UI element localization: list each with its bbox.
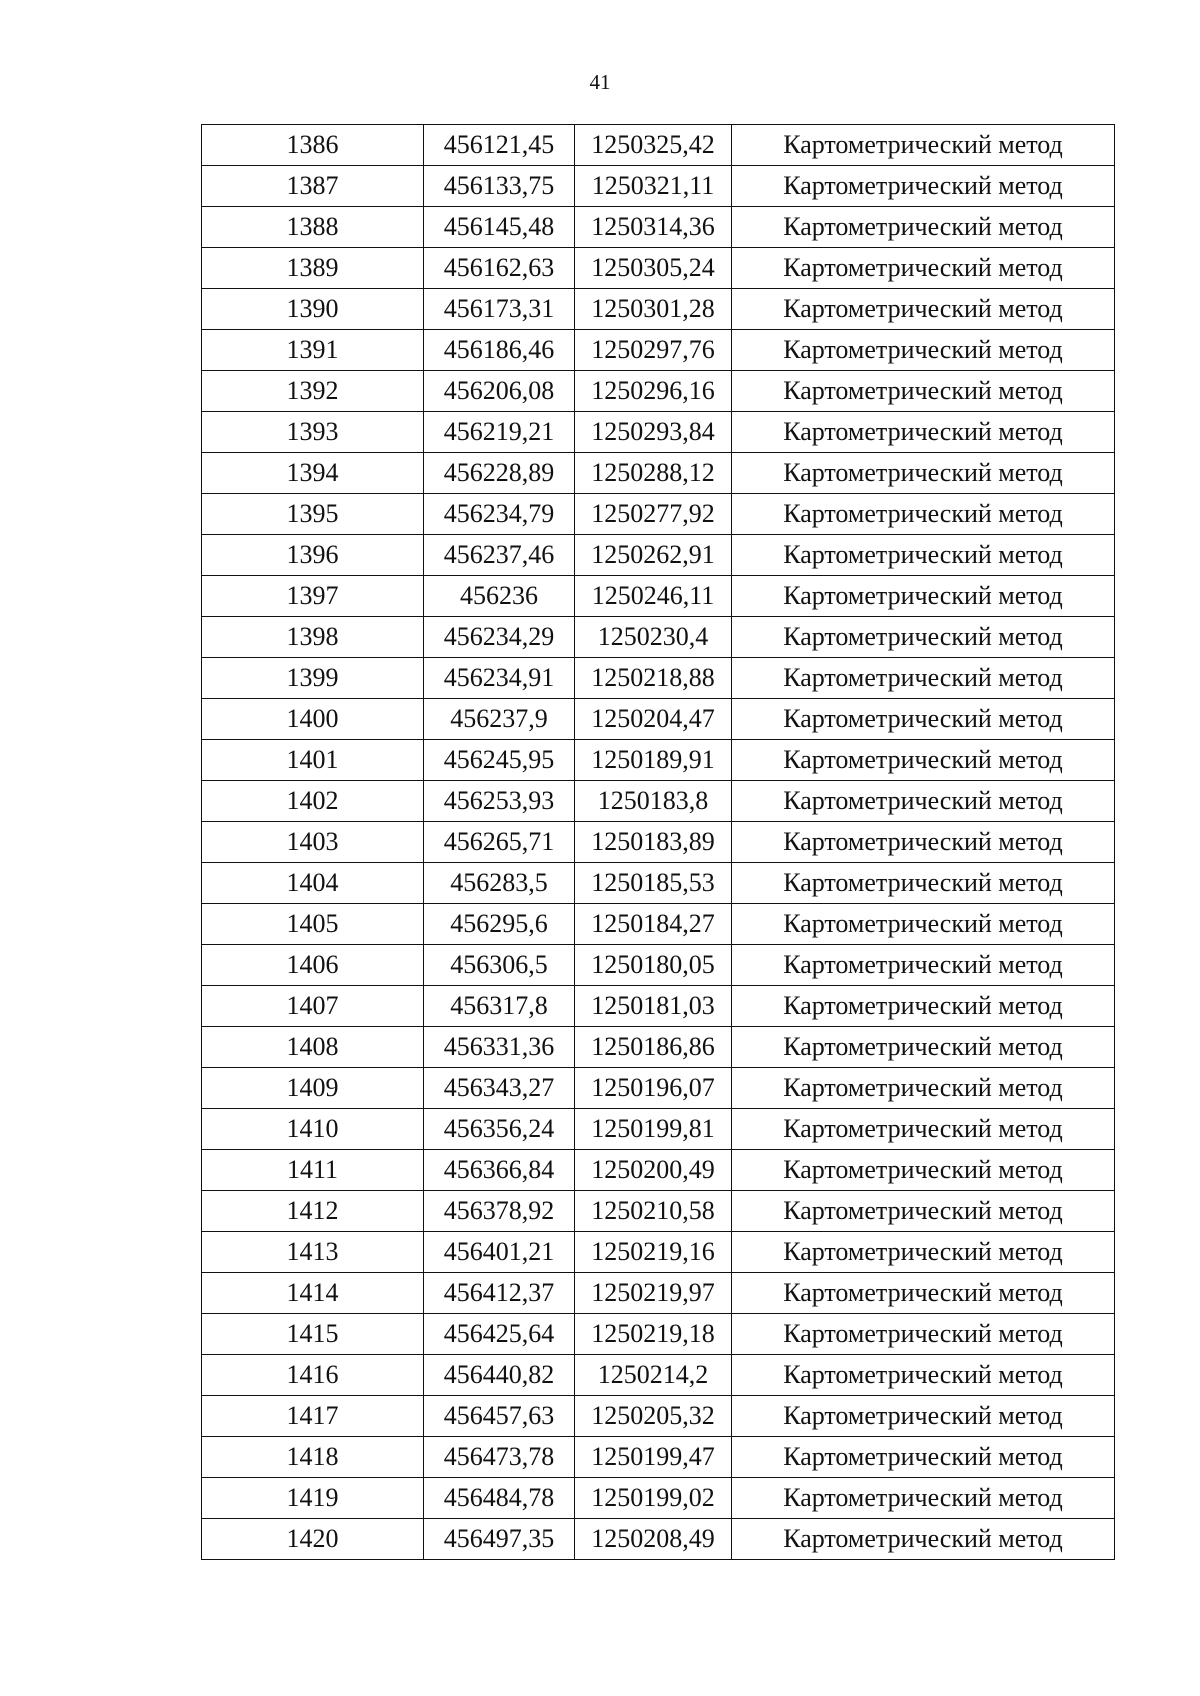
method-cell: Картометрический метод [732,1191,1115,1232]
x-coordinate-cell: 456412,37 [424,1273,575,1314]
method-cell: Картометрический метод [732,248,1115,289]
x-coordinate-cell: 456234,91 [424,658,575,699]
point-number-cell: 1395 [202,494,424,535]
table-row [202,904,1115,945]
table-row [202,1519,1115,1560]
table-row [202,1273,1115,1314]
point-number-cell: 1396 [202,535,424,576]
method-cell: Картометрический метод [732,1314,1115,1355]
x-coordinate-cell: 456265,71 [424,822,575,863]
point-number-cell: 1401 [202,740,424,781]
coordinates-table [201,124,1115,1560]
table-row [202,986,1115,1027]
point-number-cell: 1416 [202,1355,424,1396]
x-coordinate-cell: 456343,27 [424,1068,575,1109]
x-coordinate-cell: 456234,29 [424,617,575,658]
y-coordinate-cell: 1250205,32 [575,1396,732,1437]
y-coordinate-cell: 1250199,47 [575,1437,732,1478]
table-row [202,1478,1115,1519]
y-coordinate-cell: 1250325,42 [575,125,732,166]
x-coordinate-cell: 456186,46 [424,330,575,371]
method-cell: Картометрический метод [732,289,1115,330]
y-coordinate-cell: 1250180,05 [575,945,732,986]
table-row [202,1027,1115,1068]
y-coordinate-cell: 1250200,49 [575,1150,732,1191]
point-number-cell: 1402 [202,781,424,822]
y-coordinate-cell: 1250183,89 [575,822,732,863]
point-number-cell: 1404 [202,863,424,904]
table-row [202,248,1115,289]
method-cell: Картометрический метод [732,166,1115,207]
method-cell: Картометрический метод [732,1519,1115,1560]
method-cell: Картометрический метод [732,822,1115,863]
method-cell: Картометрический метод [732,1355,1115,1396]
x-coordinate-cell: 456497,35 [424,1519,575,1560]
method-cell: Картометрический метод [732,740,1115,781]
table-row [202,699,1115,740]
y-coordinate-cell: 1250189,91 [575,740,732,781]
point-number-cell: 1397 [202,576,424,617]
point-number-cell: 1410 [202,1109,424,1150]
table-row [202,1396,1115,1437]
method-cell: Картометрический метод [732,986,1115,1027]
table-row [202,1191,1115,1232]
x-coordinate-cell: 456440,82 [424,1355,575,1396]
method-cell: Картометрический метод [732,1396,1115,1437]
x-coordinate-cell: 456253,93 [424,781,575,822]
y-coordinate-cell: 1250218,88 [575,658,732,699]
x-coordinate-cell: 456173,31 [424,289,575,330]
x-coordinate-cell: 456484,78 [424,1478,575,1519]
point-number-cell: 1392 [202,371,424,412]
table-row [202,1437,1115,1478]
point-number-cell: 1408 [202,1027,424,1068]
point-number-cell: 1386 [202,125,424,166]
point-number-cell: 1414 [202,1273,424,1314]
point-number-cell: 1411 [202,1150,424,1191]
x-coordinate-cell: 456378,92 [424,1191,575,1232]
table-row [202,125,1115,166]
table-row [202,1314,1115,1355]
table-row [202,371,1115,412]
point-number-cell: 1399 [202,658,424,699]
point-number-cell: 1403 [202,822,424,863]
method-cell: Картометрический метод [732,904,1115,945]
method-cell: Картометрический метод [732,207,1115,248]
table-row [202,1109,1115,1150]
method-cell: Картометрический метод [732,412,1115,453]
y-coordinate-cell: 1250246,11 [575,576,732,617]
x-coordinate-cell: 456145,48 [424,207,575,248]
method-cell: Картометрический метод [732,945,1115,986]
y-coordinate-cell: 1250219,16 [575,1232,732,1273]
x-coordinate-cell: 456283,5 [424,863,575,904]
method-cell: Картометрический метод [732,1437,1115,1478]
point-number-cell: 1420 [202,1519,424,1560]
method-cell: Картометрический метод [732,1027,1115,1068]
x-coordinate-cell: 456133,75 [424,166,575,207]
x-coordinate-cell: 456401,21 [424,1232,575,1273]
coordinates-table-body [202,125,1115,1560]
table-row [202,617,1115,658]
x-coordinate-cell: 456425,64 [424,1314,575,1355]
y-coordinate-cell: 1250196,07 [575,1068,732,1109]
method-cell: Картометрический метод [732,494,1115,535]
table-row [202,453,1115,494]
y-coordinate-cell: 1250297,76 [575,330,732,371]
method-cell: Картометрический метод [732,576,1115,617]
point-number-cell: 1391 [202,330,424,371]
y-coordinate-cell: 1250262,91 [575,535,732,576]
method-cell: Картометрический метод [732,125,1115,166]
point-number-cell: 1413 [202,1232,424,1273]
y-coordinate-cell: 1250210,58 [575,1191,732,1232]
table-row [202,945,1115,986]
method-cell: Картометрический метод [732,863,1115,904]
point-number-cell: 1394 [202,453,424,494]
point-number-cell: 1388 [202,207,424,248]
method-cell: Картометрический метод [732,453,1115,494]
y-coordinate-cell: 1250305,24 [575,248,732,289]
point-number-cell: 1418 [202,1437,424,1478]
x-coordinate-cell: 456206,08 [424,371,575,412]
point-number-cell: 1406 [202,945,424,986]
y-coordinate-cell: 1250219,97 [575,1273,732,1314]
table-row [202,166,1115,207]
table-row [202,1355,1115,1396]
method-cell: Картометрический метод [732,658,1115,699]
table-row [202,494,1115,535]
point-number-cell: 1400 [202,699,424,740]
point-number-cell: 1390 [202,289,424,330]
table-row [202,535,1115,576]
page-number: 41 [589,70,611,94]
x-coordinate-cell: 456228,89 [424,453,575,494]
table-row [202,289,1115,330]
point-number-cell: 1405 [202,904,424,945]
x-coordinate-cell: 456306,5 [424,945,575,986]
y-coordinate-cell: 1250184,27 [575,904,732,945]
table-row [202,740,1115,781]
point-number-cell: 1387 [202,166,424,207]
x-coordinate-cell: 456295,6 [424,904,575,945]
x-coordinate-cell: 456121,45 [424,125,575,166]
x-coordinate-cell: 456457,63 [424,1396,575,1437]
point-number-cell: 1389 [202,248,424,289]
table-row [202,658,1115,699]
table-row [202,822,1115,863]
x-coordinate-cell: 456219,21 [424,412,575,453]
y-coordinate-cell: 1250214,2 [575,1355,732,1396]
table-row [202,1232,1115,1273]
y-coordinate-cell: 1250293,84 [575,412,732,453]
x-coordinate-cell: 456237,46 [424,535,575,576]
table-row [202,207,1115,248]
method-cell: Картометрический метод [732,1273,1115,1314]
y-coordinate-cell: 1250199,81 [575,1109,732,1150]
y-coordinate-cell: 1250181,03 [575,986,732,1027]
point-number-cell: 1393 [202,412,424,453]
x-coordinate-cell: 456245,95 [424,740,575,781]
method-cell: Картометрический метод [732,617,1115,658]
y-coordinate-cell: 1250301,28 [575,289,732,330]
point-number-cell: 1417 [202,1396,424,1437]
x-coordinate-cell: 456366,84 [424,1150,575,1191]
y-coordinate-cell: 1250183,8 [575,781,732,822]
point-number-cell: 1415 [202,1314,424,1355]
point-number-cell: 1412 [202,1191,424,1232]
x-coordinate-cell: 456236 [424,576,575,617]
method-cell: Картометрический метод [732,1232,1115,1273]
method-cell: Картометрический метод [732,1150,1115,1191]
y-coordinate-cell: 1250296,16 [575,371,732,412]
x-coordinate-cell: 456356,24 [424,1109,575,1150]
y-coordinate-cell: 1250230,4 [575,617,732,658]
method-cell: Картометрический метод [732,699,1115,740]
table-row [202,1150,1115,1191]
method-cell: Картометрический метод [732,330,1115,371]
y-coordinate-cell: 1250204,47 [575,699,732,740]
y-coordinate-cell: 1250185,53 [575,863,732,904]
y-coordinate-cell: 1250277,92 [575,494,732,535]
table-row [202,576,1115,617]
table-row [202,1068,1115,1109]
y-coordinate-cell: 1250219,18 [575,1314,732,1355]
table-row [202,412,1115,453]
method-cell: Картометрический метод [732,1478,1115,1519]
method-cell: Картометрический метод [732,1068,1115,1109]
method-cell: Картометрический метод [732,781,1115,822]
y-coordinate-cell: 1250199,02 [575,1478,732,1519]
x-coordinate-cell: 456162,63 [424,248,575,289]
method-cell: Картометрический метод [732,371,1115,412]
y-coordinate-cell: 1250321,11 [575,166,732,207]
y-coordinate-cell: 1250314,36 [575,207,732,248]
method-cell: Картометрический метод [732,535,1115,576]
x-coordinate-cell: 456473,78 [424,1437,575,1478]
point-number-cell: 1398 [202,617,424,658]
point-number-cell: 1419 [202,1478,424,1519]
x-coordinate-cell: 456237,9 [424,699,575,740]
point-number-cell: 1407 [202,986,424,1027]
point-number-cell: 1409 [202,1068,424,1109]
table-row [202,863,1115,904]
table-row [202,781,1115,822]
x-coordinate-cell: 456234,79 [424,494,575,535]
method-cell: Картометрический метод [732,1109,1115,1150]
y-coordinate-cell: 1250288,12 [575,453,732,494]
y-coordinate-cell: 1250186,86 [575,1027,732,1068]
y-coordinate-cell: 1250208,49 [575,1519,732,1560]
table-row [202,330,1115,371]
x-coordinate-cell: 456317,8 [424,986,575,1027]
x-coordinate-cell: 456331,36 [424,1027,575,1068]
